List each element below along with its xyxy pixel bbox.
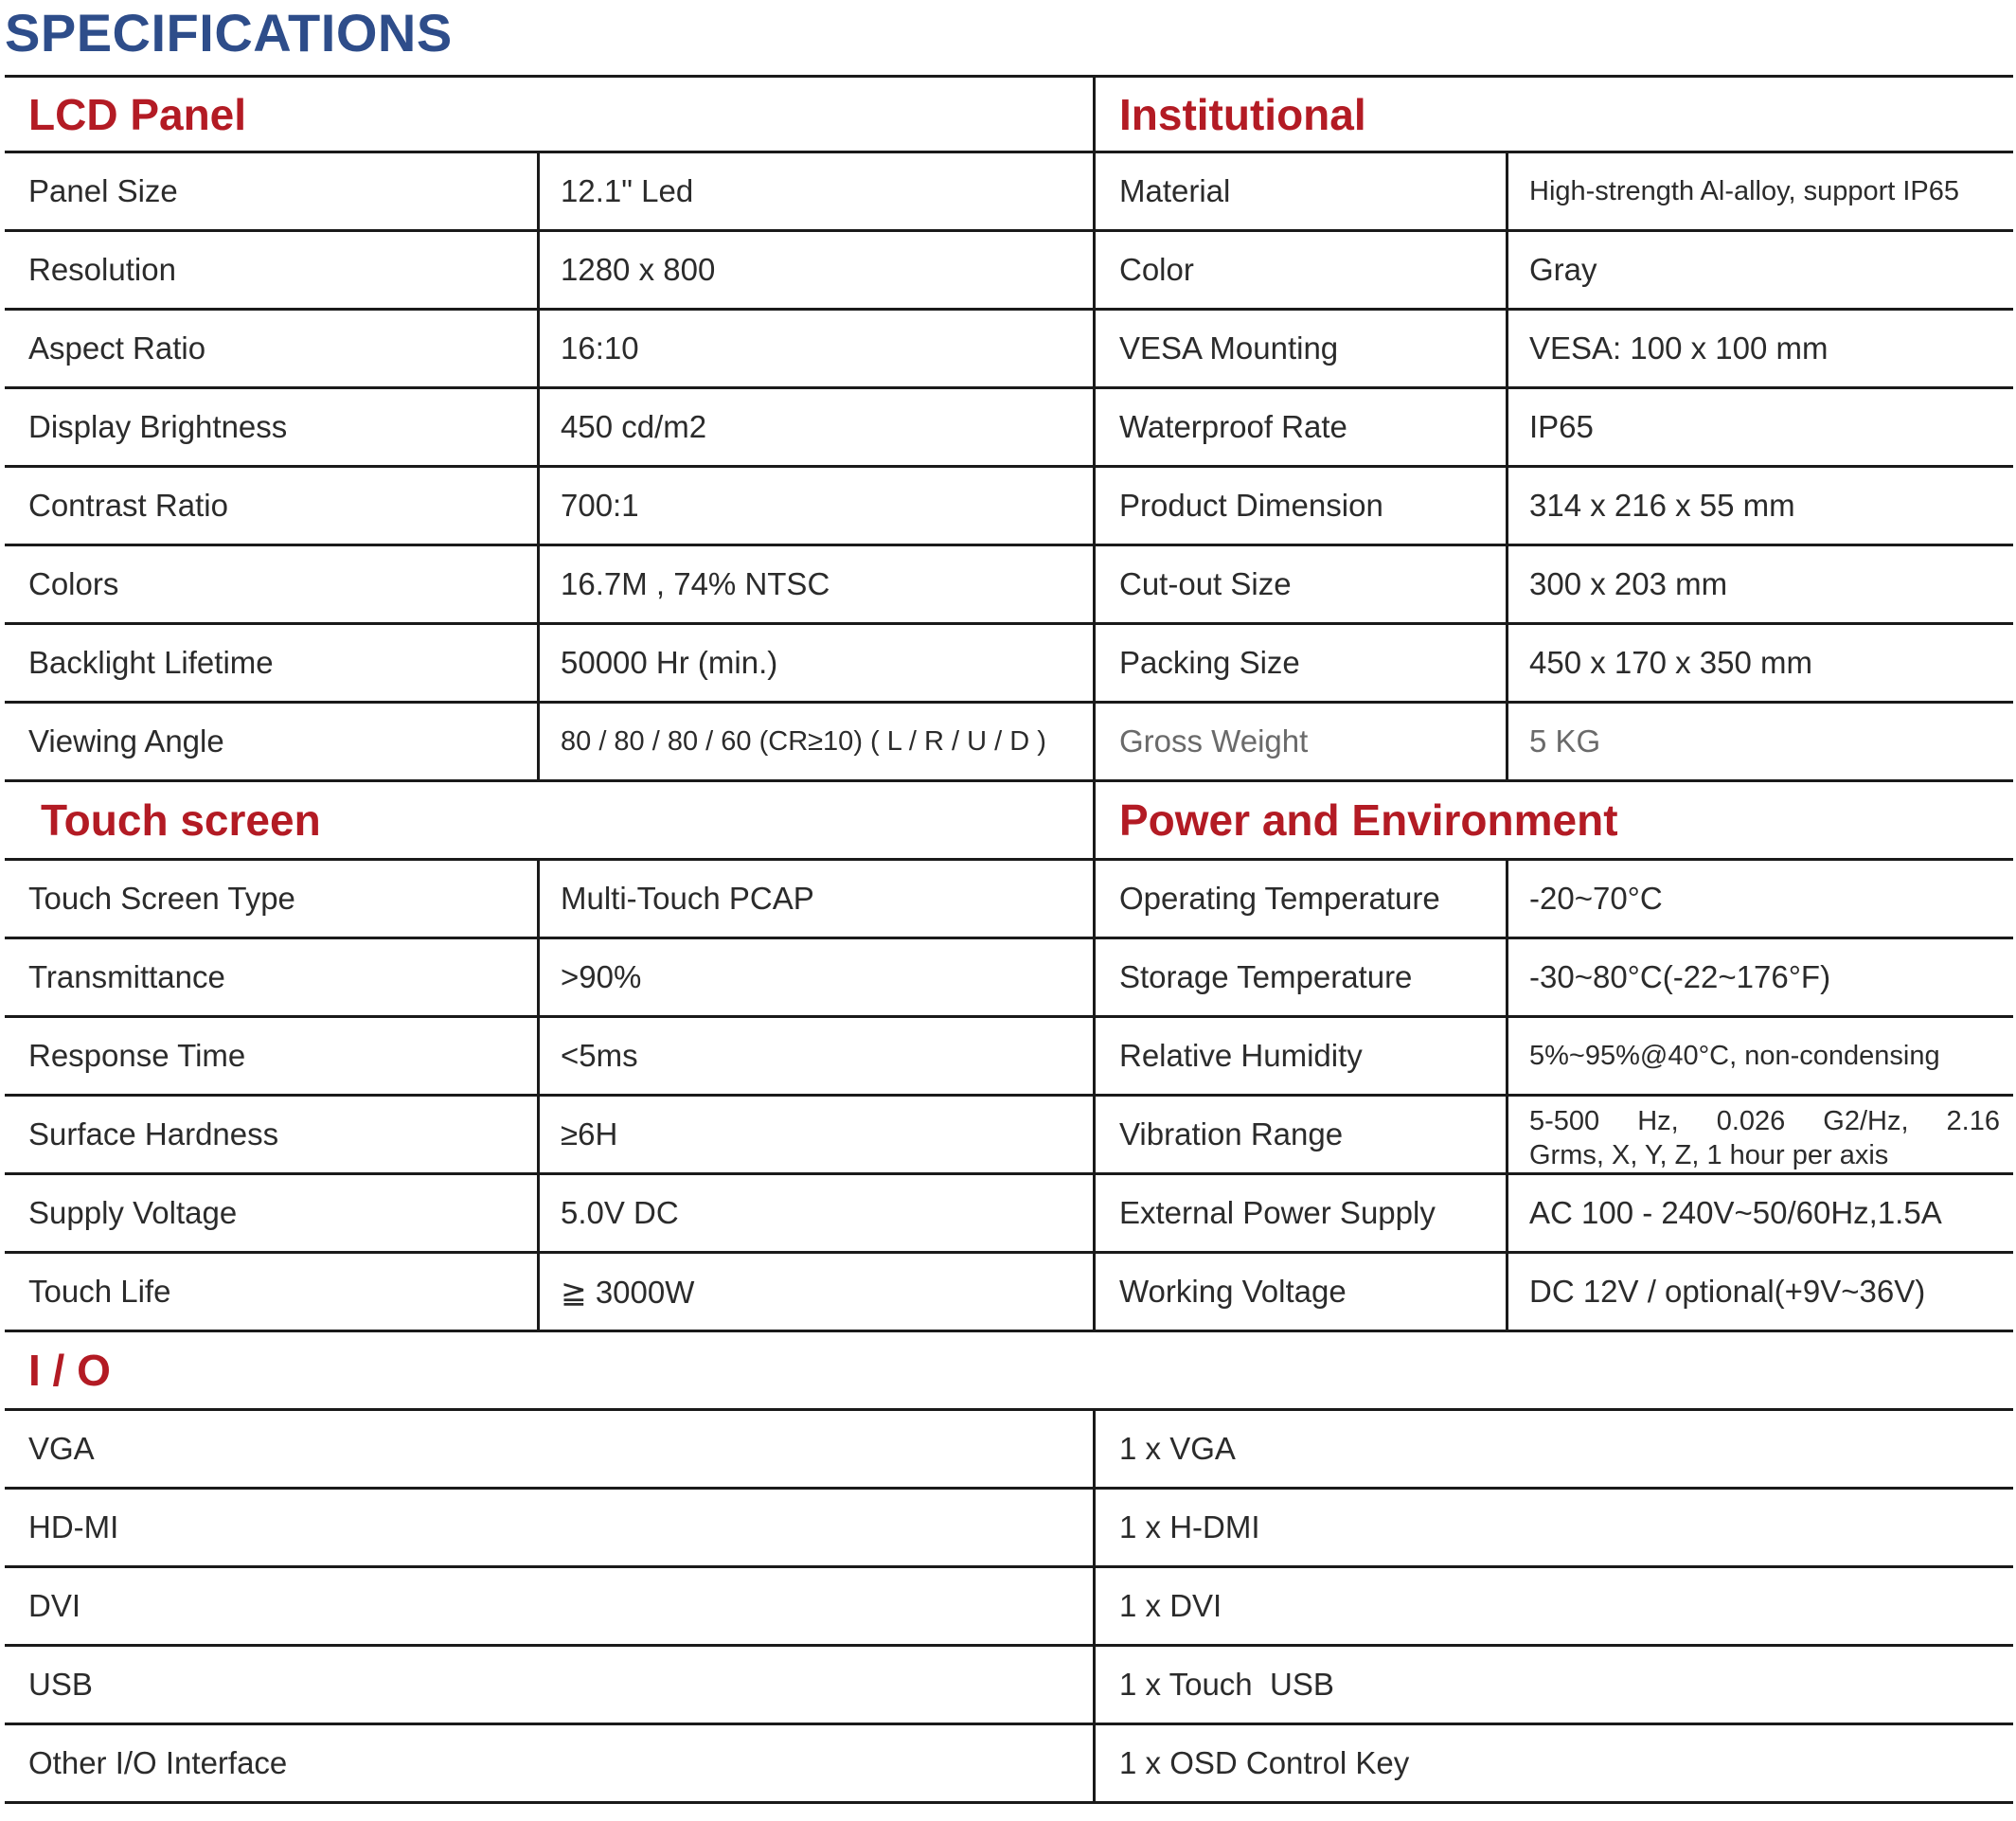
- spec-label: Operating Temperature: [1093, 861, 1506, 937]
- io-value: 1 x H-DMI: [1093, 1490, 2013, 1565]
- spec-label: Touch Life: [28, 1274, 171, 1309]
- spec-value: DC 12V / optional(+9V~36V): [1506, 1254, 2013, 1330]
- spec-label: Product Dimension: [1093, 468, 1506, 544]
- table-row: [5, 1568, 2013, 1647]
- spec-value: -30~80°C(-22~176°F): [1506, 939, 2013, 1015]
- section-header-row: [5, 75, 2013, 153]
- spec-value: Gray: [1506, 232, 2013, 308]
- spec-label: Response Time: [28, 1038, 246, 1073]
- spec-value: 50000 Hr (min.): [537, 625, 1093, 701]
- table-row: [5, 1647, 2013, 1725]
- section-lcd-panel: LCD Panel: [28, 89, 247, 139]
- spec-value: High-strength Al-alloy, support IP65: [1506, 153, 2013, 229]
- spec-table: [5, 75, 2013, 1804]
- spec-value: 80 / 80 / 80 / 60 (CR≥10) ( L / R / U / D ): [537, 704, 1093, 779]
- spec-value: <5ms: [537, 1018, 1093, 1094]
- spec-label: Relative Humidity: [1093, 1018, 1506, 1094]
- spec-value-line: Grms, X, Y, Z, 1 hour per axis: [1529, 1140, 1889, 1170]
- spec-label: Backlight Lifetime: [28, 645, 274, 680]
- io-label: VGA: [28, 1431, 95, 1466]
- table-row: [5, 546, 2013, 625]
- io-label: HD-MI: [28, 1509, 119, 1544]
- spec-label: Storage Temperature: [1093, 939, 1506, 1015]
- io-label: Other I/O Interface: [28, 1745, 288, 1780]
- spec-label: Gross Weight: [1093, 704, 1506, 779]
- table-row: [5, 1411, 2013, 1490]
- spec-value: 314 x 216 x 55 mm: [1506, 468, 2013, 544]
- table-row: [5, 232, 2013, 311]
- spec-label: Viewing Angle: [28, 723, 224, 759]
- spec-value: 5.0V DC: [537, 1175, 1093, 1251]
- table-row: [5, 1725, 2013, 1804]
- spec-value: -20~70°C: [1506, 861, 2013, 937]
- spec-label: Touch Screen Type: [28, 881, 295, 916]
- spec-value: [1506, 1097, 2013, 1172]
- io-value: 1 x Touch USB: [1093, 1647, 2013, 1723]
- table-row: [5, 939, 2013, 1018]
- spec-label: Resolution: [28, 252, 176, 287]
- page-title: SPECIFICATIONS: [5, 3, 453, 62]
- section-touch-screen: Touch screen: [41, 795, 321, 845]
- spec-label: Display Brightness: [28, 409, 288, 444]
- spec-label: Color: [1093, 232, 1506, 308]
- spec-value: ≧ 3000W: [537, 1254, 1093, 1330]
- table-row: [5, 389, 2013, 468]
- section-institutional: Institutional: [1093, 78, 2013, 151]
- spec-value: 5%~95%@40°C, non-condensing: [1506, 1018, 2013, 1094]
- spec-value: 450 x 170 x 350 mm: [1506, 625, 2013, 701]
- table-row: [5, 1097, 2013, 1175]
- spec-value: Multi-Touch PCAP: [537, 861, 1093, 937]
- io-label: USB: [28, 1667, 93, 1702]
- table-row: [5, 861, 2013, 939]
- spec-value: 700:1: [537, 468, 1093, 544]
- spec-value: 16.7M , 74% NTSC: [537, 546, 1093, 622]
- spec-label: VESA Mounting: [1093, 311, 1506, 386]
- spec-value: 12.1" Led: [537, 153, 1093, 229]
- spec-value: 300 x 203 mm: [1506, 546, 2013, 622]
- io-value: 1 x VGA: [1093, 1411, 2013, 1487]
- spec-label: Waterproof Rate: [1093, 389, 1506, 465]
- section-io: I / O: [28, 1346, 111, 1395]
- spec-value: 1280 x 800: [537, 232, 1093, 308]
- spec-value: 5 KG: [1506, 704, 2013, 779]
- spec-value: IP65: [1506, 389, 2013, 465]
- spec-value: AC 100 - 240V~50/60Hz,1.5A: [1506, 1175, 2013, 1251]
- io-value: 1 x DVI: [1093, 1568, 2013, 1644]
- table-row: [5, 1490, 2013, 1568]
- table-row: [5, 311, 2013, 389]
- spec-label: Vibration Range: [1093, 1097, 1506, 1172]
- spec-value: 450 cd/m2: [537, 389, 1093, 465]
- spec-label: Surface Hardness: [28, 1116, 279, 1152]
- spec-label: Transmittance: [28, 959, 225, 994]
- section-power-environment: Power and Environment: [1093, 782, 2013, 858]
- spec-value: ≥6H: [537, 1097, 1093, 1172]
- io-label: DVI: [28, 1588, 81, 1623]
- spec-label: Colors: [28, 566, 119, 601]
- spec-value: 16:10: [537, 311, 1093, 386]
- spec-label: External Power Supply: [1093, 1175, 1506, 1251]
- spec-label: Panel Size: [28, 173, 178, 208]
- spec-label: Aspect Ratio: [28, 330, 206, 366]
- spec-label: Cut-out Size: [1093, 546, 1506, 622]
- spec-label: Packing Size: [1093, 625, 1506, 701]
- table-row: [5, 625, 2013, 704]
- table-row: [5, 468, 2013, 546]
- table-row: [5, 1254, 2013, 1332]
- spec-value: >90%: [537, 939, 1093, 1015]
- table-row: [5, 1018, 2013, 1097]
- section-header-row: [5, 1332, 2013, 1411]
- spec-label: Contrast Ratio: [28, 488, 228, 523]
- spec-label: Working Voltage: [1093, 1254, 1506, 1330]
- spec-value-line: 5-500 Hz, 0.026 G2/Hz, 2.16: [1529, 1106, 2000, 1136]
- spec-label: Material: [1093, 153, 1506, 229]
- table-row: [5, 704, 2013, 782]
- section-header-row: [5, 782, 2013, 861]
- spec-label: Supply Voltage: [28, 1195, 238, 1230]
- table-row: [5, 1175, 2013, 1254]
- spec-value: VESA: 100 x 100 mm: [1506, 311, 2013, 386]
- io-value: 1 x OSD Control Key: [1093, 1725, 2013, 1801]
- table-row: [5, 153, 2013, 232]
